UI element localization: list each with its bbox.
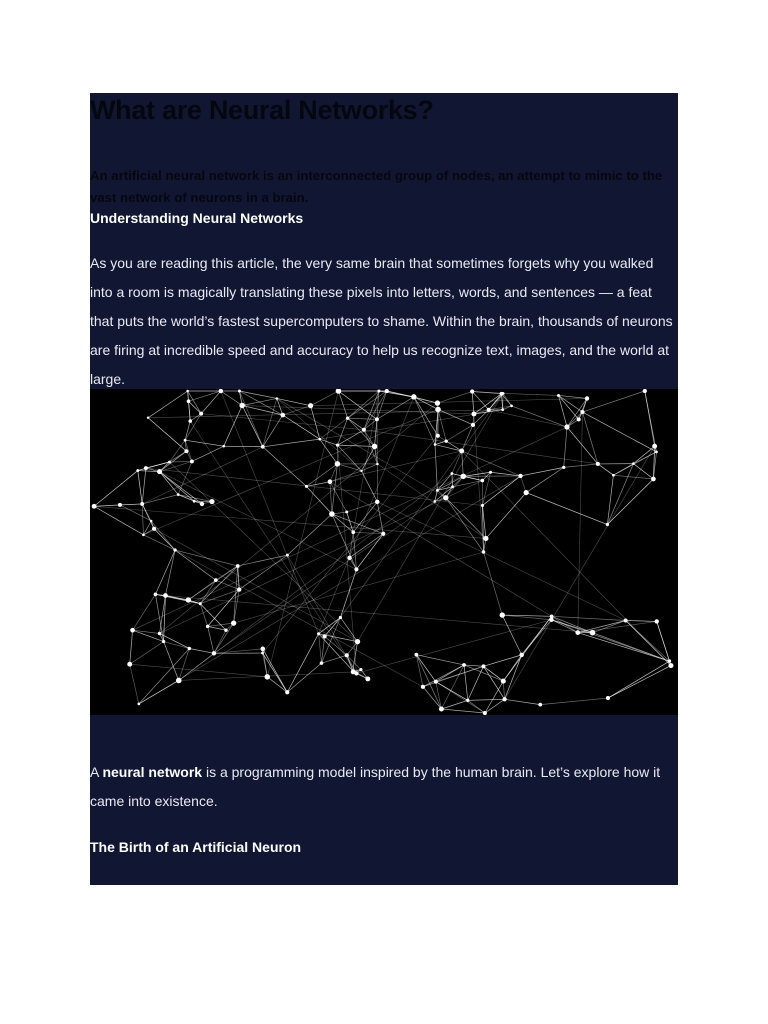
- network-node: [190, 460, 194, 464]
- network-edge: [239, 391, 276, 398]
- network-edge: [464, 665, 468, 700]
- network-node: [411, 394, 416, 399]
- network-node: [238, 390, 241, 393]
- network-node: [335, 461, 340, 466]
- network-edge: [463, 472, 490, 476]
- network-edge: [287, 634, 318, 693]
- network-edge: [503, 393, 558, 395]
- network-edge: [154, 529, 175, 550]
- network-node: [435, 407, 441, 413]
- article-panel: [90, 93, 678, 885]
- network-edge: [224, 405, 242, 446]
- network-edge: [485, 699, 505, 713]
- network-node: [518, 474, 522, 478]
- network-edge: [353, 642, 358, 671]
- network-edge: [214, 501, 435, 653]
- network-edge: [242, 398, 277, 405]
- network-node: [260, 647, 265, 652]
- network-edge: [179, 648, 190, 680]
- network-node: [434, 680, 438, 684]
- network-node: [158, 632, 162, 636]
- network-edge: [185, 414, 201, 441]
- network-edge: [472, 392, 501, 394]
- network-node: [651, 477, 656, 482]
- network-edge: [340, 617, 357, 641]
- network-node: [434, 443, 437, 446]
- network-node: [461, 474, 466, 479]
- network-edge: [175, 550, 216, 580]
- network-node: [199, 602, 202, 605]
- network-edge: [608, 666, 671, 698]
- network-node: [285, 690, 289, 694]
- network-node: [351, 530, 355, 534]
- network-edge: [564, 464, 598, 467]
- network-edge: [179, 653, 214, 680]
- network-node: [538, 703, 542, 707]
- network-edge: [472, 392, 489, 410]
- network-edge: [190, 421, 356, 673]
- network-node: [451, 485, 454, 488]
- network-edges: [94, 391, 671, 713]
- network-node: [320, 661, 324, 665]
- network-edge: [130, 642, 164, 665]
- network-edge: [138, 471, 142, 504]
- network-node: [236, 564, 240, 568]
- network-node: [445, 439, 448, 442]
- network-node: [436, 434, 440, 438]
- network-edge: [435, 445, 462, 451]
- network-edge: [502, 615, 521, 655]
- network-node: [308, 403, 313, 408]
- network-node: [471, 423, 475, 427]
- network-node: [154, 593, 158, 597]
- network-edge: [645, 391, 655, 446]
- network-node: [193, 500, 196, 503]
- network-edge: [505, 699, 541, 704]
- network-node: [152, 527, 156, 531]
- network-node: [668, 659, 671, 662]
- network-edge: [120, 504, 142, 505]
- network-node: [130, 628, 135, 633]
- network-edge: [311, 391, 339, 406]
- network-node: [322, 634, 326, 638]
- network-edge: [362, 464, 378, 471]
- network-edge: [626, 620, 671, 665]
- network-node: [564, 424, 569, 429]
- network-edge: [160, 481, 483, 634]
- network-edge: [540, 698, 608, 705]
- network-node: [439, 707, 444, 712]
- network-edge: [482, 476, 520, 506]
- network-edge: [143, 535, 175, 550]
- network-edge: [608, 661, 669, 698]
- network-edge: [462, 451, 671, 666]
- network-node: [471, 412, 476, 417]
- network-edge: [356, 620, 551, 674]
- network-node: [239, 403, 244, 408]
- network-edge: [567, 427, 598, 464]
- network-edge: [263, 447, 307, 487]
- network-edge: [192, 446, 224, 461]
- network-edge: [148, 418, 186, 451]
- network-edge: [330, 482, 332, 514]
- network-node: [376, 463, 379, 466]
- network-edge: [423, 665, 464, 687]
- network-node: [276, 397, 279, 400]
- network-node: [365, 676, 370, 681]
- network-node: [624, 619, 628, 623]
- network-node: [261, 445, 265, 449]
- network-node: [655, 450, 658, 453]
- network-node: [414, 653, 418, 657]
- network-node: [482, 664, 486, 668]
- network-edge: [148, 391, 188, 418]
- network-edge: [489, 406, 512, 410]
- network-node: [557, 394, 560, 397]
- network-edge: [423, 687, 441, 709]
- network-node: [237, 587, 241, 591]
- network-node: [118, 503, 122, 507]
- network-node: [435, 400, 440, 405]
- network-edge: [277, 398, 311, 405]
- network-edge: [446, 441, 461, 451]
- network-edge: [526, 493, 607, 525]
- network-edge: [598, 464, 614, 475]
- section-heading-birth: The Birth of an Artificial Neuron: [90, 839, 302, 855]
- network-node: [345, 511, 348, 514]
- network-edge: [321, 655, 346, 663]
- network-node: [187, 399, 191, 403]
- network-edge: [348, 418, 377, 419]
- network-node: [231, 620, 236, 625]
- network-edge: [306, 486, 331, 514]
- network-node: [354, 567, 358, 571]
- network-edge: [582, 412, 656, 452]
- network-node: [176, 678, 182, 684]
- network-edge: [436, 682, 442, 709]
- network-node: [317, 632, 320, 635]
- network-edge: [130, 664, 268, 677]
- network-node: [524, 490, 529, 495]
- network-node: [489, 471, 492, 474]
- para2-prefix: A: [90, 764, 103, 780]
- network-node: [502, 697, 506, 701]
- network-edge: [503, 681, 504, 699]
- network-edge: [484, 552, 503, 615]
- network-node: [562, 466, 565, 469]
- network-node: [336, 443, 339, 446]
- network-node: [261, 652, 264, 655]
- network-node: [612, 474, 615, 477]
- network-node: [500, 392, 504, 396]
- network-node: [265, 674, 271, 680]
- network-edge: [214, 630, 226, 653]
- network-node: [487, 408, 491, 412]
- network-node: [168, 461, 171, 464]
- network-edge: [435, 445, 437, 491]
- network-node: [655, 619, 659, 623]
- network-node: [360, 470, 362, 472]
- network-edge: [139, 680, 179, 703]
- network-node: [443, 495, 448, 500]
- network-node: [177, 493, 180, 496]
- network-node: [632, 462, 635, 465]
- network-edge: [613, 475, 653, 479]
- network-edge: [375, 419, 377, 446]
- network-edge: [175, 550, 423, 687]
- network-edge: [238, 566, 240, 590]
- network-edge: [133, 427, 567, 630]
- network-edge: [319, 634, 353, 671]
- network-edge: [505, 446, 655, 699]
- network-edge: [483, 666, 503, 681]
- network-edge: [468, 699, 505, 700]
- network-edge: [94, 506, 143, 535]
- network-node: [347, 556, 351, 560]
- network-node: [590, 630, 596, 636]
- network-edge: [362, 471, 378, 502]
- network-node: [188, 419, 192, 423]
- network-node: [280, 413, 285, 418]
- network-node: [481, 479, 485, 483]
- network-node: [184, 449, 188, 453]
- network-node: [224, 628, 227, 631]
- network-node: [668, 663, 673, 668]
- network-node: [483, 711, 487, 715]
- network-edge: [319, 634, 322, 663]
- para2-rest: is a programming model inspired by the human brain. Let’s explore how it came into existence.: [90, 764, 661, 809]
- network-node: [459, 449, 464, 454]
- network-node: [184, 439, 187, 442]
- network-node: [372, 444, 378, 450]
- network-edge: [263, 398, 277, 446]
- network-node: [214, 578, 218, 582]
- network-node: [200, 502, 204, 506]
- network-node: [381, 532, 385, 536]
- network-edge: [485, 681, 503, 713]
- network-node: [652, 444, 657, 449]
- network-node: [375, 417, 379, 421]
- network-node: [500, 612, 505, 617]
- network-node: [346, 416, 349, 419]
- network-edge: [353, 532, 383, 534]
- network-edge: [607, 479, 653, 524]
- network-edge: [521, 476, 527, 493]
- network-node: [157, 469, 162, 474]
- network-edge: [164, 642, 190, 649]
- network-edge: [185, 440, 224, 446]
- network-node: [585, 396, 589, 400]
- network-node: [481, 504, 484, 507]
- network-edge: [578, 621, 657, 632]
- network-node: [92, 504, 97, 509]
- network-node: [318, 438, 321, 441]
- network-edge: [287, 663, 321, 692]
- network-node: [596, 462, 600, 466]
- network-edge: [320, 439, 338, 445]
- network-node: [501, 679, 506, 684]
- network-node: [147, 417, 149, 419]
- network-node: [162, 640, 165, 643]
- network-edge: [239, 391, 262, 447]
- network-edge: [214, 649, 263, 653]
- network-edge: [633, 452, 656, 464]
- network-node: [483, 536, 488, 541]
- network-node: [137, 703, 140, 706]
- network-edge: [446, 425, 473, 441]
- network-edge: [377, 502, 625, 621]
- article-subtitle: An artificial neural network is an interconnected group of nodes, an attempt to mimic to the vast network of neurons in a brain.: [90, 168, 663, 205]
- network-node: [421, 685, 425, 689]
- network-node: [377, 389, 380, 392]
- network-node: [186, 390, 189, 393]
- network-edge: [582, 391, 644, 412]
- network-edge: [263, 439, 320, 447]
- section-heading-understanding: Understanding Neural Networks: [90, 210, 304, 226]
- network-edge: [242, 405, 263, 446]
- network-edge: [347, 502, 378, 512]
- network-node: [549, 618, 553, 622]
- network-node: [173, 548, 176, 551]
- network-edge: [263, 436, 438, 653]
- network-edge: [578, 633, 670, 662]
- network-node: [470, 389, 474, 393]
- network-node: [136, 469, 139, 472]
- network-edge: [130, 664, 139, 704]
- network-node: [362, 428, 366, 432]
- network-edge: [564, 427, 567, 467]
- network-node: [375, 500, 379, 504]
- network-node: [351, 669, 354, 672]
- network-edge: [267, 677, 287, 692]
- network-node: [206, 625, 210, 629]
- network-node: [433, 500, 436, 503]
- intro-paragraph: As you are reading this article, the very same brain that sometimes forgets why you walked into a room is magically translating these pixels into letters, words, and sentences — a feat that puts the world’s fastest supercomputers to shame. Within the brain, thousands of neurons are firing at incredible speed and accuracy to help us recognize text, images, and the world at large.: [90, 255, 673, 387]
- network-node: [212, 651, 216, 655]
- network-node: [329, 511, 335, 517]
- network-node: [575, 630, 580, 635]
- network-edge: [139, 648, 189, 703]
- network-edge: [582, 412, 597, 464]
- network-edge: [142, 495, 178, 504]
- neural-network-image: [90, 389, 678, 715]
- network-node: [643, 389, 647, 393]
- network-edge: [435, 441, 446, 444]
- network-edge: [189, 648, 214, 653]
- network-node: [436, 489, 439, 492]
- network-node: [186, 597, 191, 602]
- network-node: [466, 699, 469, 702]
- network-edge: [287, 514, 331, 555]
- network-node: [385, 389, 389, 393]
- network-node: [606, 523, 609, 526]
- network-edge: [468, 666, 484, 700]
- network-node: [336, 389, 342, 394]
- network-edge: [208, 626, 214, 653]
- network-node: [199, 412, 203, 416]
- network-edge: [165, 596, 188, 600]
- network-edge: [338, 445, 357, 673]
- network-edge: [142, 468, 146, 504]
- network-node: [450, 472, 453, 475]
- network-graphic: [90, 389, 674, 715]
- network-edge: [130, 630, 133, 664]
- network-node: [222, 445, 225, 448]
- network-edge: [239, 391, 282, 415]
- network-edge: [441, 709, 484, 713]
- network-edge: [416, 655, 464, 665]
- network-edge: [338, 391, 376, 419]
- network-node: [359, 668, 362, 671]
- network-node: [339, 616, 342, 619]
- network-edge: [165, 550, 175, 595]
- para2-bold-term: neural network: [102, 764, 203, 780]
- neural-network-paragraph: [90, 758, 678, 816]
- network-edge: [483, 666, 504, 699]
- network-edge: [377, 397, 414, 419]
- network-node: [140, 502, 144, 506]
- network-node: [142, 534, 145, 537]
- network-node: [286, 554, 289, 557]
- network-node: [606, 696, 610, 700]
- network-node: [577, 417, 581, 421]
- network-edge: [505, 655, 522, 699]
- network-edge: [552, 616, 626, 620]
- network-edge: [200, 580, 216, 603]
- network-node: [501, 408, 504, 411]
- article-title: What are Neural Networks?: [90, 95, 434, 125]
- network-node: [482, 550, 486, 554]
- network-edge: [142, 447, 263, 504]
- network-node: [510, 405, 513, 408]
- network-edge: [142, 504, 143, 535]
- network-node: [580, 410, 584, 414]
- network-node: [345, 653, 349, 657]
- network-edge: [330, 471, 362, 482]
- network-node: [150, 520, 152, 522]
- network-node: [305, 485, 308, 488]
- network-node: [209, 499, 214, 504]
- network-edge: [151, 521, 175, 550]
- network-node: [127, 662, 132, 667]
- network-edge: [139, 476, 521, 704]
- network-edge: [155, 550, 175, 594]
- network-node: [462, 663, 466, 667]
- network-edge: [94, 471, 138, 507]
- network-edge: [160, 472, 202, 504]
- network-edge: [185, 421, 190, 440]
- network-edge: [348, 418, 364, 430]
- network-node: [188, 647, 191, 650]
- network-edge: [353, 391, 379, 532]
- network-node: [144, 466, 148, 470]
- network-edge: [200, 604, 226, 631]
- network-node: [328, 479, 333, 484]
- network-node: [519, 653, 523, 657]
- network-edge: [486, 493, 526, 539]
- network-edge: [626, 620, 657, 621]
- network-edge: [468, 700, 485, 713]
- network-node: [163, 593, 168, 598]
- network-node: [355, 639, 360, 644]
